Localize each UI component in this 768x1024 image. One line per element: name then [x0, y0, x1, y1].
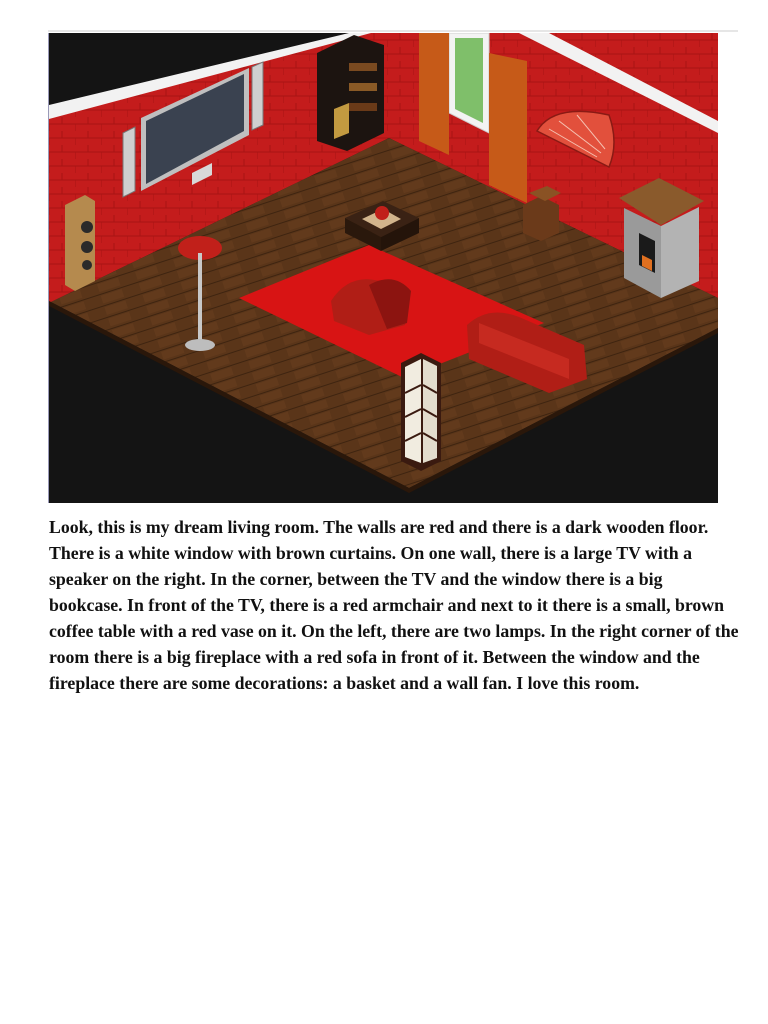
floor-speaker [65, 195, 95, 291]
wall-speaker-left [123, 127, 135, 197]
right-curtain [489, 53, 527, 203]
lantern-lamp [401, 353, 441, 471]
window-glass [455, 38, 483, 123]
living-room-scene [49, 33, 718, 503]
left-curtain [419, 33, 449, 155]
top-rule [48, 30, 738, 32]
living-room-illustration [48, 33, 718, 503]
bookcase [317, 35, 384, 151]
wall-speaker-right [252, 62, 263, 130]
fireplace [619, 178, 704, 298]
room-description: Look, this is my dream living room. The walls are red and there is a dark wooden floor. There is a white window with brown curtains. On one wall, there is a large TV with a speaker on the right. In the corner, between the TV and the window there is a big bookcase. In front of the TV, there is a red armchair and next to it there is a small, brown coffee table with a red vase on it. On the left, there are two lamps. In the right corner of the room there is a big fireplace with a red sofa in front of it. Between the window and the fireplace there are some decorations: a basket and a wall fan. I love this room. [49, 517, 739, 693]
